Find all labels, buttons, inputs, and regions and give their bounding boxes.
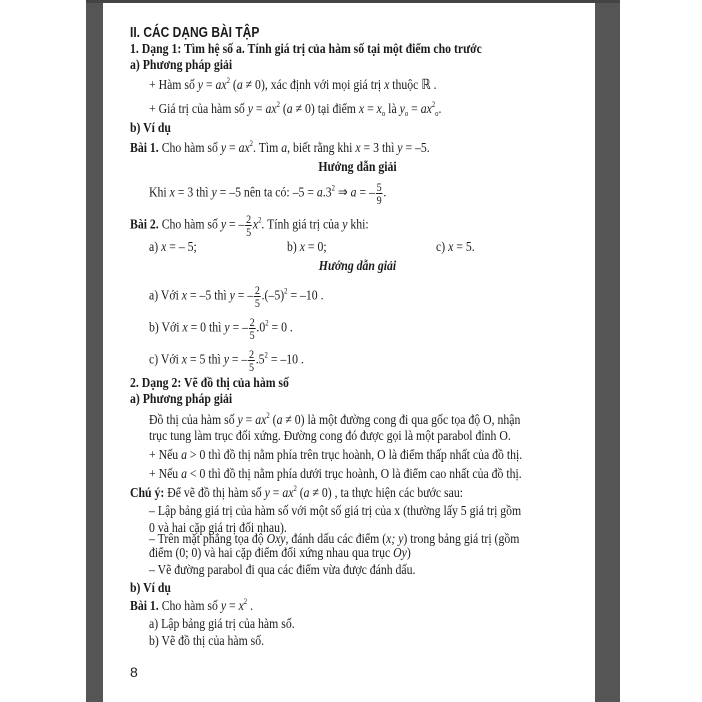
denominator: 5 (249, 360, 255, 374)
text-run: Chú ý: (130, 486, 165, 501)
text-run: ≠ 0) là một đường cong đi qua gốc tọa độ O, nhận (282, 413, 521, 428)
math-variable: x (181, 352, 188, 368)
text-run: a) Với (149, 288, 182, 304)
superscript: 2 (284, 286, 288, 296)
text-run: = 0; (304, 240, 327, 255)
text-run: ( (296, 486, 304, 501)
text-run: . Tìm (253, 141, 282, 156)
math-variable: y (264, 486, 270, 501)
exercise-part (149, 617, 295, 633)
text-run: . (247, 599, 254, 614)
math-variable: x (182, 320, 188, 336)
exercise-2-part-c (436, 240, 475, 256)
text-run: = (226, 599, 239, 614)
math-variable: y (220, 217, 227, 233)
method-heading-2 (130, 392, 232, 408)
denominator: 5 (249, 328, 255, 342)
math-variable: a (236, 78, 243, 93)
text-run: – Vẽ đường parabol đi qua các điểm vừa được đánh dấu. (149, 563, 416, 578)
text-run: – Lập bảng giá trị của hàm số với một số giá trị của x (thường lấy 5 giá trị gồm (149, 504, 522, 519)
math-variable: y (229, 288, 235, 304)
math-variable: ax (420, 102, 432, 117)
text-run: Hướng dẫn giải (318, 160, 397, 175)
math-variable: a (286, 102, 293, 117)
text-run: = (202, 78, 216, 93)
method-line (149, 429, 511, 445)
text-run: Bài 1. (130, 141, 159, 156)
numerator: 5 (376, 180, 382, 194)
text-run: = – (356, 185, 375, 201)
text-run: + Nếu (149, 448, 182, 463)
text-run: khi: (347, 217, 369, 233)
text-run: Để vẽ đồ thị hàm số (164, 486, 265, 501)
method-line (149, 448, 522, 464)
text-run: ( (269, 413, 277, 428)
superscript: 2 (293, 484, 297, 493)
text-run: = – (229, 320, 248, 336)
denominator: 5 (254, 296, 260, 310)
solution-line (149, 348, 304, 373)
text-run: = 3 thì (360, 141, 398, 156)
text-run: .5 (255, 352, 265, 368)
text-run: ( (279, 102, 287, 117)
superscript: 2 (266, 411, 270, 420)
math-variable: ax (255, 413, 267, 428)
text-run: b) Ví dụ (130, 121, 171, 136)
text-run: 0 và hai cặp giá trị đối nhau). (149, 521, 287, 536)
math-variable: y (397, 141, 403, 156)
text-run: = (364, 102, 377, 117)
superscript: 2 (249, 139, 254, 148)
math-variable: y (223, 352, 229, 368)
text-run: = –10 . (287, 288, 324, 304)
math-variable: y (220, 599, 227, 614)
text-run: + Giá trị của hàm số (149, 102, 248, 117)
superscript: 2 (431, 100, 436, 109)
text-run: , biết rằng khi (287, 141, 356, 156)
subscript: o (381, 109, 386, 118)
exercise-1 (130, 141, 430, 157)
numerator: 2 (249, 315, 255, 329)
text-run: = (226, 141, 239, 156)
type-1-heading (130, 42, 482, 58)
text-run: Khi (149, 185, 170, 201)
method-line (149, 413, 520, 429)
section-heading (130, 25, 259, 41)
numerator: 2 (246, 212, 252, 226)
text-run: c) Với (149, 352, 182, 368)
text-run: = – (226, 217, 245, 233)
math-variable: x (181, 288, 188, 304)
text-run: b) (287, 240, 300, 255)
text-run: ⇒ (334, 185, 351, 201)
text-run: Hướng dẫn giải (318, 259, 397, 274)
math-variable: y (197, 78, 203, 93)
text-run: = –5 thì (187, 288, 230, 304)
math-variable: a (281, 141, 288, 156)
math-variable: x (299, 240, 305, 255)
text-run: = 3 thì (174, 185, 212, 201)
math-variable: ax (215, 78, 227, 93)
superscript: 2 (243, 597, 248, 606)
text-run: + Hàm số (149, 78, 198, 93)
math-variable: ax (265, 102, 277, 117)
fraction (254, 284, 261, 309)
exercise-2-part-b (287, 240, 327, 256)
text-run: a) Phương pháp giải (130, 392, 233, 407)
text-run: . (438, 102, 442, 117)
text-run: = (269, 486, 283, 501)
text-run: a) Lập bảng giá trị của hàm số. (149, 617, 295, 632)
text-run: ( (229, 78, 237, 93)
text-run: = 0 thì (187, 320, 225, 336)
text-run: b) Với (149, 320, 183, 336)
math-variable: a (181, 467, 187, 482)
math-variable: y (342, 217, 348, 233)
math-variable: y (399, 102, 405, 117)
math-variable: y (220, 141, 227, 156)
math-variable: y (247, 102, 253, 117)
text-run: .(–5) (261, 288, 285, 304)
denominator: 5 (246, 225, 252, 239)
text-run: = –5. (402, 141, 430, 156)
text-run: + Nếu (149, 467, 182, 482)
math-variable: y (224, 320, 230, 336)
text-run: = (242, 413, 256, 428)
note-step (149, 546, 411, 562)
text-run: ) (406, 546, 411, 561)
exercise-2-part-a (149, 240, 197, 256)
math-variable: x (384, 78, 390, 93)
method-line (149, 467, 522, 483)
math-variable: x (169, 185, 175, 201)
type-2-heading (130, 376, 289, 392)
method-heading-1 (130, 58, 232, 74)
math-variable: a (350, 185, 357, 201)
text-run: = 5. (453, 240, 475, 255)
math-variable: x (358, 102, 365, 117)
text-run: 2. Dạng 2: Vẽ đồ thị của hàm số (130, 376, 289, 391)
math-variable: ax (238, 141, 250, 156)
math-variable: Oxy (266, 532, 286, 547)
solution-line (149, 316, 293, 341)
math-variable: a (181, 448, 187, 463)
text-run: c) (436, 240, 449, 255)
text-run: ≠ 0), xác định với mọi giá trị (242, 78, 385, 93)
text-run: = (252, 102, 266, 117)
example-heading-1 (130, 121, 171, 137)
text-run: a) Phương pháp giải (130, 58, 233, 73)
text-run: Bài 2. (130, 217, 159, 233)
text-run: < 0 thì đồ thị nằm phía dưới trục hoành, O là điểm cao nhất của đồ thị. (186, 467, 522, 482)
example-heading-2 (130, 581, 171, 597)
text-run: . Tính giá trị của (261, 217, 343, 233)
math-variable: x (376, 102, 382, 117)
text-run: thuộc ℝ . (389, 78, 437, 93)
math-variable: x (161, 240, 167, 255)
denominator: 9 (376, 193, 382, 207)
text-run: ) trong bảng giá trị (gồm (403, 532, 520, 547)
text-run: , đánh dấu các điểm ( (285, 532, 387, 547)
text-run: điểm (0; 0) và hai cặp điểm đối xứng nhau qua trục (149, 546, 394, 561)
superscript: 2 (331, 183, 335, 193)
text-run: = –5 nên ta có: –5 = (216, 185, 317, 201)
method-line (149, 78, 437, 94)
exercise-part (149, 634, 264, 650)
fraction (245, 213, 252, 238)
text-run: Đồ thị của hàm số (149, 413, 238, 428)
superscript: 2 (264, 350, 268, 360)
math-variable: y (211, 185, 217, 201)
math-variable: x (252, 217, 259, 233)
text-run: Bài 1. (130, 599, 159, 614)
superscript: 2 (276, 100, 280, 109)
text-run: – Trên mặt phẳng tọa độ (149, 532, 267, 547)
math-variable: a (276, 413, 283, 428)
text-run: ≠ 0) tại điểm (292, 102, 359, 117)
text-run: trục tung làm trục đối xứng. Đường cong đó được gọi là một parabol đỉnh O. (149, 429, 511, 444)
text-run: = – (228, 352, 248, 368)
subscript: o (435, 109, 439, 118)
math-variable: x (355, 141, 361, 156)
math-variable: x; y (386, 532, 404, 547)
superscript: 2 (258, 215, 262, 225)
text-run: = – 5; (166, 240, 197, 255)
text-run: = 0 . (268, 320, 293, 336)
math-variable: x (238, 599, 244, 614)
page-number: 8 (130, 664, 138, 680)
solution-heading (166, 259, 548, 275)
text-run: Cho hàm số (158, 217, 221, 233)
text-run: b) Ví dụ (130, 581, 171, 596)
superscript: 2 (265, 318, 269, 328)
numerator: 2 (254, 283, 260, 297)
solution-heading (166, 160, 548, 176)
text-run: là (385, 102, 400, 117)
exercise-1 (130, 599, 253, 615)
fraction (249, 316, 256, 341)
math-variable: Oy (393, 546, 407, 561)
fraction (248, 348, 255, 373)
note-step (149, 504, 521, 520)
text-run: II. CÁC DẠNG BÀI TẬP (130, 24, 260, 41)
note-step (149, 563, 415, 579)
text-run: a) (149, 240, 162, 255)
text-run: > 0 thì đồ thị nằm phía trên trục hoành, O là điểm thấp nhất của đồ thị. (186, 448, 523, 463)
text-run: . (383, 185, 387, 201)
solution-line (149, 181, 386, 206)
math-variable: a (303, 486, 310, 501)
text-run: Cho hàm số (158, 141, 221, 156)
text-run: .0 (256, 320, 266, 336)
text-run: = (408, 102, 421, 117)
text-run: = – (234, 288, 254, 304)
superscript: 2 (226, 76, 230, 85)
text-run: b) Vẽ đồ thị của hàm số. (149, 634, 265, 649)
solution-line (149, 284, 324, 309)
text-run: Cho hàm số (158, 599, 221, 614)
fraction (376, 181, 383, 206)
subscript: o (404, 109, 409, 118)
exercise-2 (130, 213, 369, 238)
math-variable: a (316, 185, 323, 201)
math-variable: ax (282, 486, 294, 501)
numerator: 2 (249, 347, 255, 361)
text-run: .3 (322, 185, 332, 201)
text-run: ≠ 0) , ta thực hiện các bước sau: (309, 486, 463, 501)
method-line (149, 102, 441, 118)
text-run: = 5 thì (187, 352, 224, 368)
text-run: 1. Dạng 1: Tìm hệ số a. Tính giá trị của hàm số tại một điểm cho trước (130, 42, 482, 57)
math-variable: x (448, 240, 454, 255)
text-run: = –10 . (267, 352, 304, 368)
note-line (130, 486, 463, 502)
math-variable: y (237, 413, 243, 428)
